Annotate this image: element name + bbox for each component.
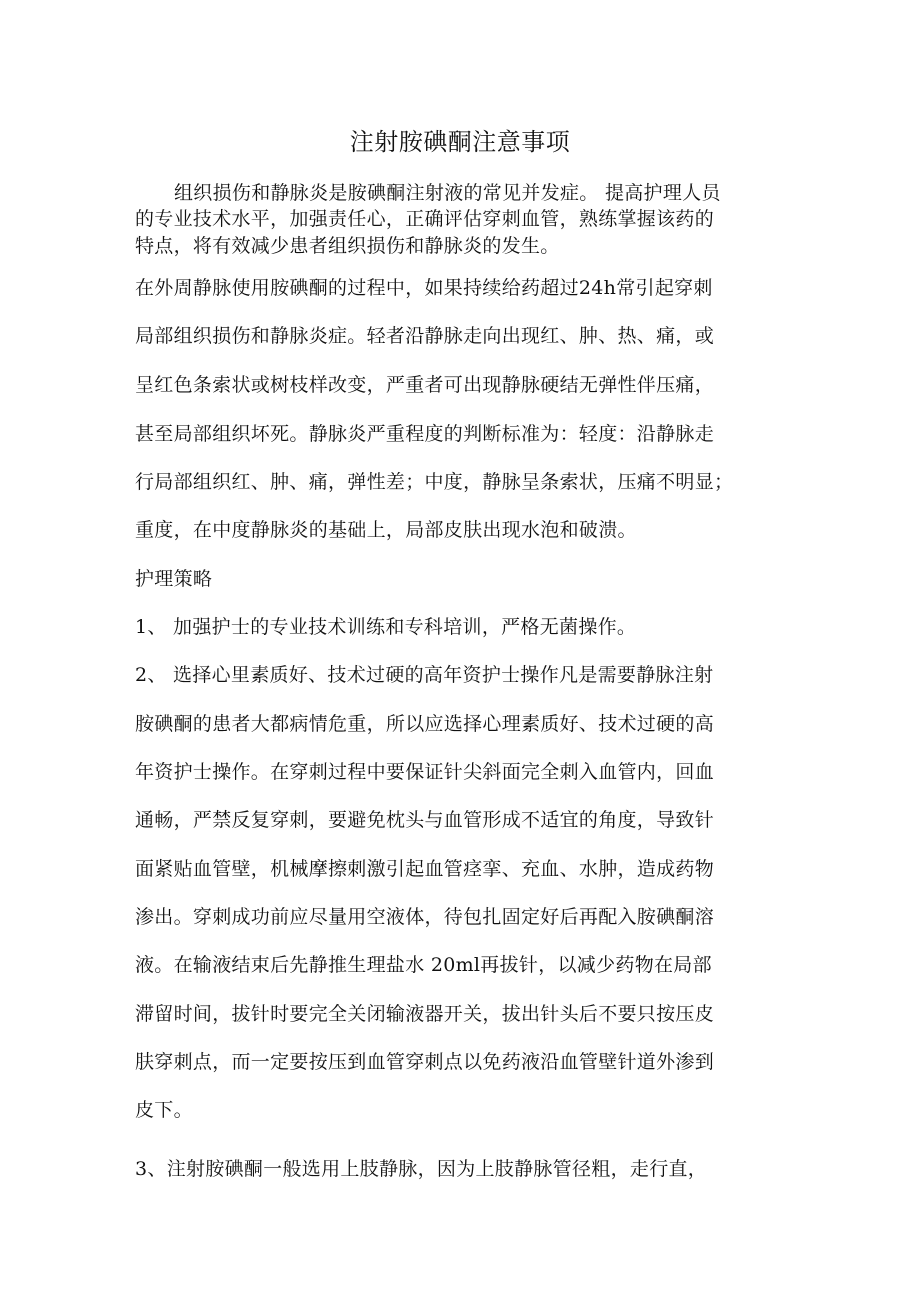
body-line: 肤穿刺点，而一定要按压到血管穿刺点以免药液沿血管壁针道外渗到 bbox=[135, 1051, 715, 1073]
body-line: 行局部组织红、肿、痛，弹性差；中度，静脉呈条索状，压痛不明显； bbox=[135, 471, 734, 493]
body-line: 滞留时间，拔针时要完全关闭输液器开关，拔出针头后不要只按压皮 bbox=[135, 1003, 715, 1025]
body-line: 甚至局部组织坏死。静脉炎严重程度的判断标准为：轻度：沿静脉走 bbox=[135, 423, 715, 445]
body-line: 皮下。 bbox=[135, 1099, 193, 1121]
body-line: 在外周静脉使用胺碘酮的过程中，如果持续给药超过24h常引起穿刺 bbox=[135, 277, 713, 299]
intro-line: 的专业技术水平，加强责任心，正确评估穿刺血管，熟练掌握该药的 bbox=[135, 208, 715, 230]
list-item: 1、 加强护士的专业技术训练和专科培训，严格无菌操作。 bbox=[135, 616, 637, 638]
list-item: 3、注射胺碘酮一般选用上肢静脉，因为上肢静脉管径粗，走行直， bbox=[135, 1158, 708, 1180]
body-line: 呈红色条索状或树枝样改变，严重者可出现静脉硬结无弹性伴压痛， bbox=[135, 374, 715, 396]
body-line: 年资护士操作。在穿刺过程中要保证针尖斜面完全刺入血管内，回血 bbox=[135, 761, 715, 783]
document-title: 注射胺碘酮注意事项 bbox=[349, 128, 571, 156]
list-item: 2、 选择心里素质好、技术过硬的高年资护士操作凡是需要静脉注射 bbox=[135, 664, 714, 686]
body-line: 胺碘酮的患者大都病情危重，所以应选择心理素质好、技术过硬的高 bbox=[135, 713, 715, 735]
body-line: 通畅，严禁反复穿刺，要避免枕头与血管形成不适宜的角度，导致针 bbox=[135, 809, 715, 831]
body-line: 面紧贴血管壁，机械摩擦刺激引起血管痉挛、充血、水肿，造成药物 bbox=[135, 858, 715, 880]
section-heading-care-strategy: 护理策略 bbox=[135, 568, 213, 590]
body-line: 重度，在中度静脉炎的基础上，局部皮肤出现水泡和破溃。 bbox=[135, 519, 637, 541]
intro-line: 特点，将有效减少患者组织损伤和静脉炎的发生。 bbox=[135, 235, 560, 257]
intro-line: 组织损伤和静脉炎是胺碘酮注射液的常见并发症。 提高护理人员 bbox=[174, 182, 721, 204]
body-line: 渗出。穿刺成功前应尽量用空液体，待包扎固定好后再配入胺碘酮溶 bbox=[135, 906, 715, 928]
body-line: 局部组织损伤和静脉炎症。轻者沿静脉走向出现红、肿、热、痛，或 bbox=[135, 325, 715, 347]
body-line: 液。在输液结束后先静推生理盐水 20ml再拔针，以减少药物在局部 bbox=[135, 954, 712, 976]
